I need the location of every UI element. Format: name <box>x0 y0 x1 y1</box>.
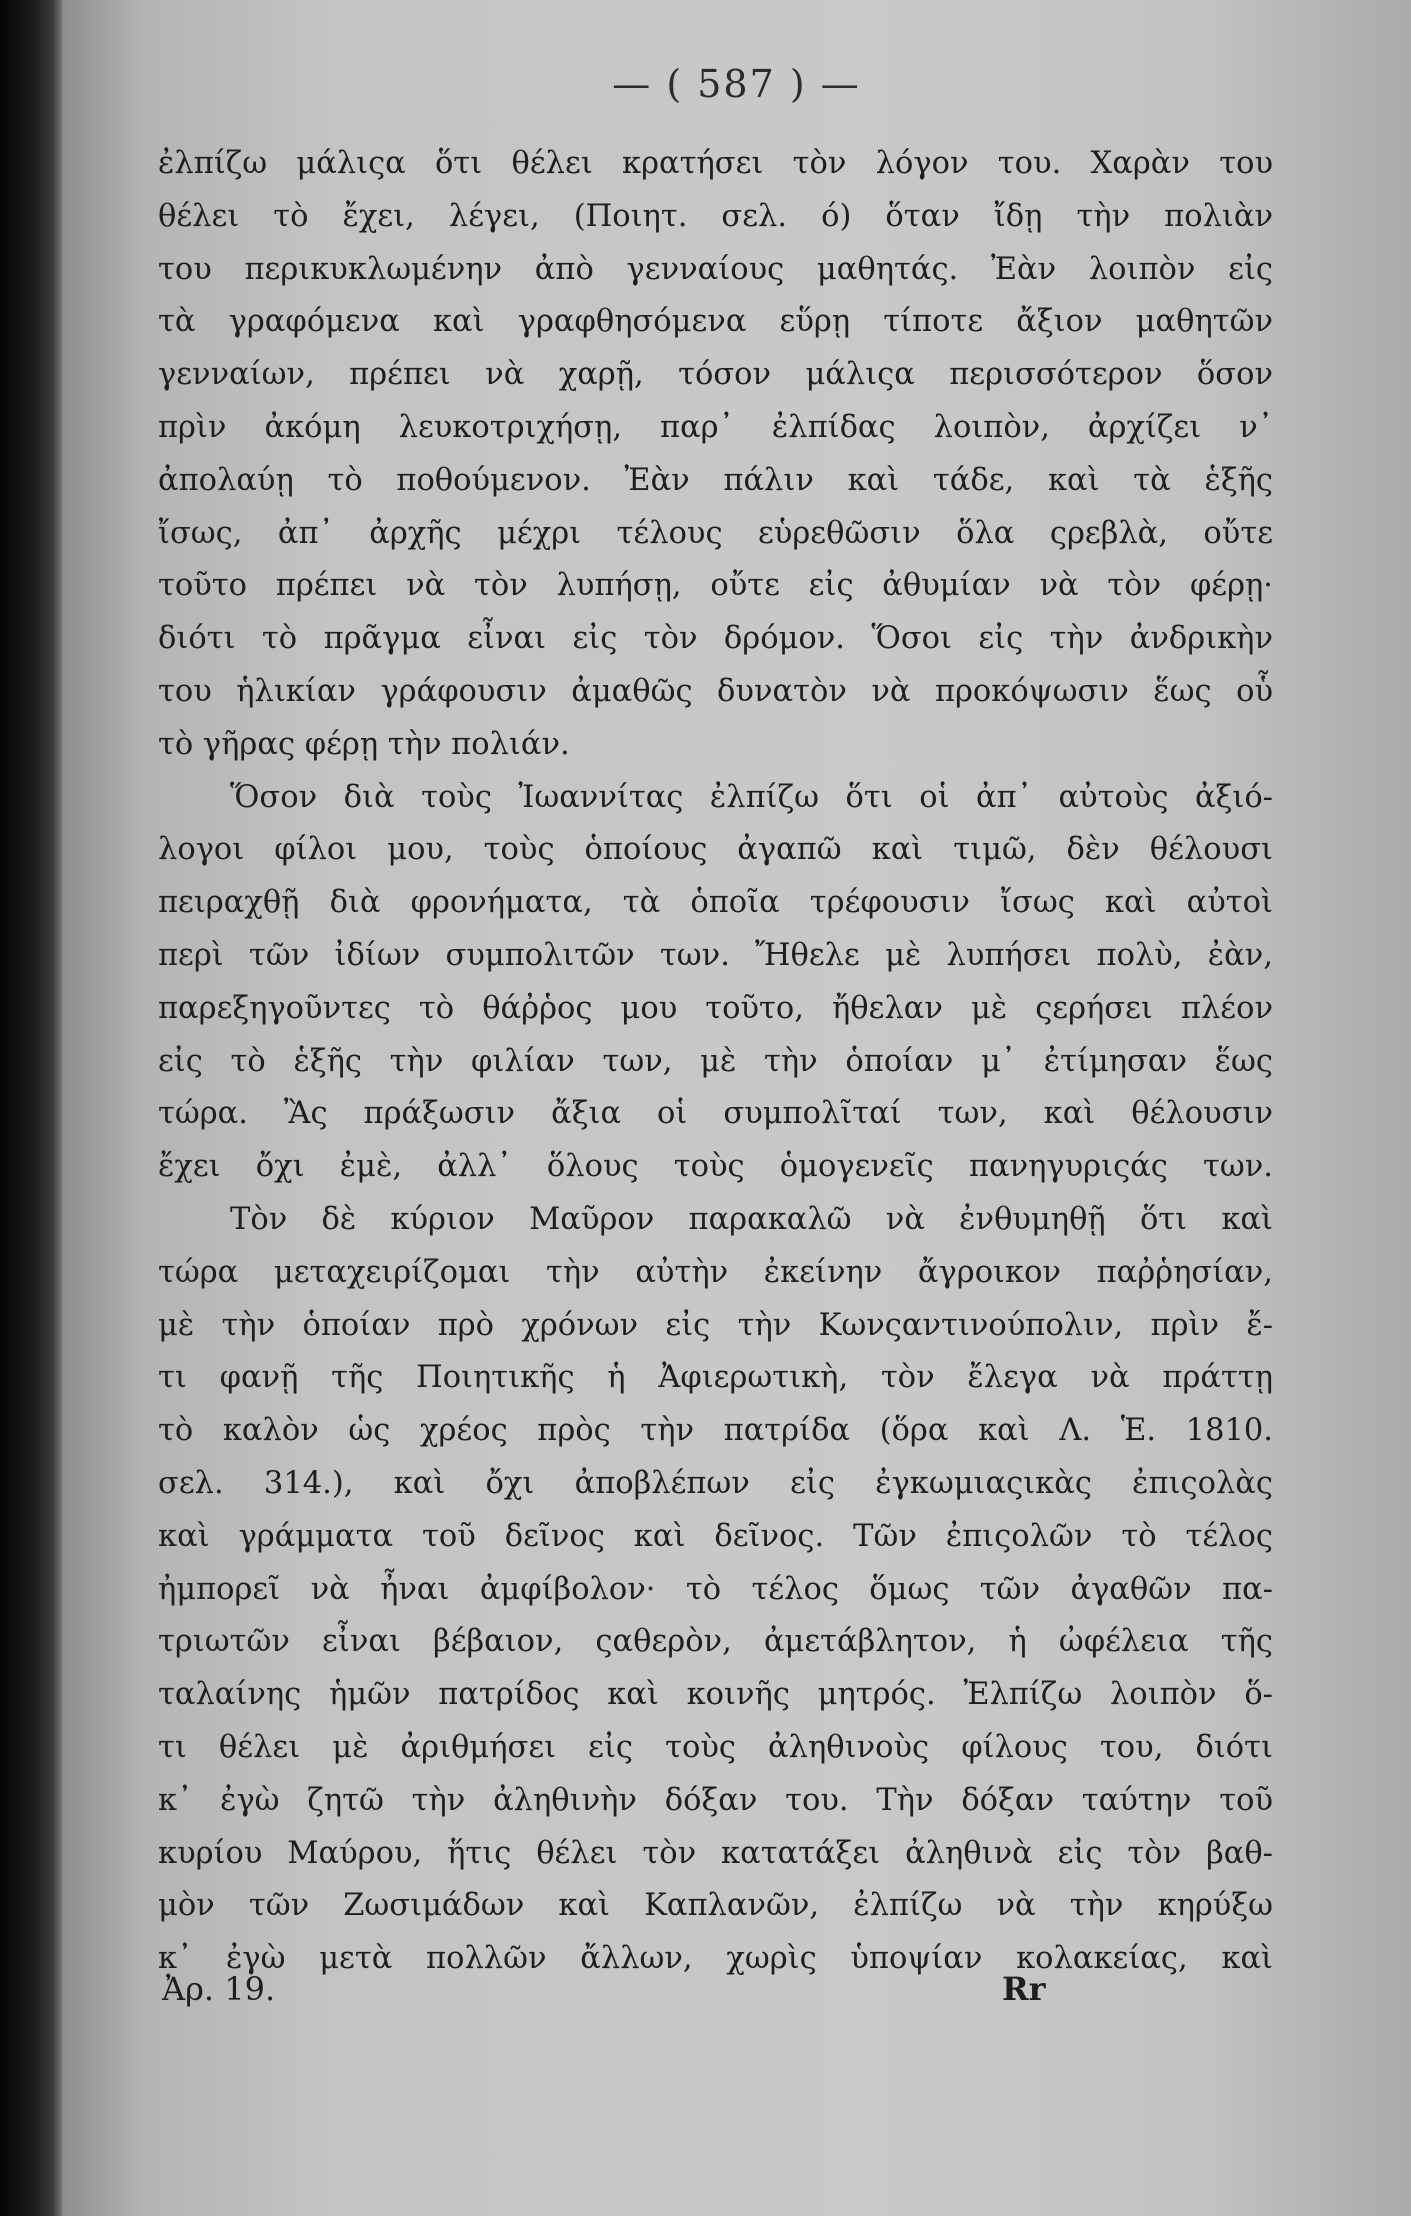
book-binding-shadow <box>0 0 62 2216</box>
text-line-1: ἐλπίζω μάλιςα ὅτι θέλει κρατήσει τὸν λόγον του. Χαρὰν του <box>158 146 1273 181</box>
text-line-2: θέλει τὸ ἔχει, λέγει, (Ποιητ. σελ. ό) ὅταν ἴδῃ τὴν πολιὰν <box>158 198 1273 234</box>
text-line-15: πειραχθῇ διὰ φρονήματα, τὰ ὁποῖα τρέφουσιν ἴσως καὶ αὐτοὶ <box>158 885 1273 921</box>
page-header <box>62 62 1411 106</box>
text-line-25: τὸ καλὸν ὡς χρέος πρὸς τὴν πατρίδα (ὅρα καὶ Λ. Ἑ. 1810. <box>158 1413 1273 1449</box>
text-line-7: ἀπολαύῃ τὸ ποθούμενον. Ἐὰν πάλιν καὶ τάδε, καὶ τὰ ἑξῆς <box>158 462 1273 498</box>
text-line-18: εἰς τὸ ἑξῆς τὴν φιλίαν των, μὲ τὴν ὁποίαν μ᾽ ἐτίμησαν ἕως <box>158 1043 1273 1079</box>
text-line-22: τώρα μεταχειρίζομαι τὴν αὐτὴν ἐκείνην ἄγροικον παῤῥησίαν, <box>158 1254 1273 1290</box>
text-line-16: περὶ τῶν ἰδίων συμπολιτῶν των. Ἤθελε μὲ λυπήσει πολὺ, ἐὰν, <box>158 937 1273 973</box>
text-line-13: Ὅσον διὰ τοὺς Ἰωαννίτας ἐλπίζω ὅτι οἱ ἀπ᾽ αὐτοὺς ἀξιό- <box>230 779 1273 815</box>
text-line-17: παρεξηγοῦντες τὸ θάῤῥος μου τοῦτο, ἤθελαν μὲ ςερήσει πλέον <box>158 990 1273 1026</box>
text-line-27: καὶ γράμματα τοῦ δεῖνος καὶ δεῖνος. Τῶν ἐπιςολῶν τὸ τέλος <box>158 1518 1273 1554</box>
text-line-5: γενναίων, πρέπει νὰ χαρῇ, τόσον μάλιςα περισσότερον ὅσον <box>158 357 1273 393</box>
text-line-29: τριωτῶν εἶναι βέβαιον, ςαθερὸν, ἀμετάβλητον, ἡ ὠφέλεια τῆς <box>158 1624 1273 1660</box>
text-line-14: λογοι φίλοι μου, τοὺς ὁποίους ἀγαπῶ καὶ τιμῶ, δὲν θέλουσι <box>158 832 1273 868</box>
text-line-30: ταλαίνης ἡμῶν πατρίδος καὶ κοινῆς μητρός. Ἐλπίζω λοιπὸν ὅ- <box>158 1677 1273 1713</box>
gathering-signature: Rr <box>1002 1970 1046 2008</box>
body-text <box>158 138 1273 1986</box>
text-line-32: κ᾽ ἐγὼ ζητῶ τὴν ἀληθινὴν δόξαν του. Τὴν δόξαν ταύτην τοῦ <box>158 1782 1273 1818</box>
text-line-4: τὰ γραφόμενα καὶ γραφθησόμενα εὕρῃ τίποτε ἄξιον μαθητῶν <box>158 304 1273 340</box>
text-line-12: τὸ γῆρας φέρῃ τὴν πολιάν. <box>158 726 570 762</box>
signature-mark: Ἀρ. 19. <box>162 1970 276 2008</box>
text-line-26: σελ. 314.), καὶ ὄχι ἀποβλέπων εἰς ἐγκωμιαςικὰς ἐπιςολὰς <box>158 1465 1273 1501</box>
page-number: — ( 587 ) — <box>612 62 861 106</box>
text-line-19: τώρα. Ἂς πράξωσιν ἄξια οἱ συμπολῖταί των, καὶ θέλουσιν <box>158 1096 1273 1132</box>
text-line-10: διότι τὸ πρᾶγμα εἶναι εἰς τὸν δρόμον. Ὅσοι εἰς τὴν ἀνδρικὴν <box>158 621 1273 657</box>
text-line-33: κυρίου Μαύρου, ἥτις θέλει τὸν κατατάξει ἀληθινὰ εἰς τὸν βαθ- <box>158 1835 1273 1871</box>
text-line-9: τοῦτο πρέπει νὰ τὸν λυπήσῃ, οὔτε εἰς ἀθυμίαν νὰ τὸν φέρῃ· <box>158 568 1273 604</box>
text-line-21: Τὸν δὲ κύριον Μαῦρον παρακαλῶ νὰ ἐνθυμηθῇ ὅτι καὶ <box>230 1201 1273 1237</box>
text-line-8: ἴσως, ἀπ᾽ ἀρχῆς μέχρι τέλους εὑρεθῶσιν ὅλα ςρεβλὰ, οὔτε <box>158 515 1273 551</box>
book-page <box>62 0 1411 2216</box>
text-line-20: ἔχει ὄχι ἐμὲ, ἀλλ᾽ ὅλους τοὺς ὁμογενεῖς πανηγυριςάς των. <box>158 1149 1273 1185</box>
text-line-6: πρὶν ἀκόμη λευκοτριχήσῃ, παρ᾽ ἐλπίδας λοιπὸν, ἀρχίζει ν᾽ <box>158 409 1273 445</box>
text-line-23: μὲ τὴν ὁποίαν πρὸ χρόνων εἰς τὴν Κωνςαντινούπολιν, πρὶν ἔ- <box>158 1307 1273 1343</box>
text-line-11: του ἡλικίαν γράφουσιν ἀμαθῶς δυνατὸν νὰ προκόψωσιν ἕως οὗ <box>158 673 1273 709</box>
text-line-35: κ᾽ ἐγὼ μετὰ πολλῶν ἄλλων, χωρὶς ὑποψίαν κολακείας, καὶ <box>158 1941 1273 1977</box>
text-line-24: τι φανῇ τῆς Ποιητικῆς ἡ Ἀφιερωτικὴ, τὸν ἔλεγα νὰ πράττῃ <box>158 1360 1273 1396</box>
text-line-34: μὸν τῶν Ζωσιμάδων καὶ Καπλανῶν, ἐλπίζω νὰ τὴν κηρύξω <box>158 1888 1273 1924</box>
text-line-28: ἠμπορεῖ νὰ ἦναι ἀμφίβολον· τὸ τέλος ὅμως τῶν ἀγαθῶν πα- <box>158 1571 1273 1607</box>
text-line-31: τι θέλει μὲ ἀριθμήσει εἰς τοὺς ἀληθινοὺς φίλους του, διότι <box>158 1729 1273 1765</box>
text-line-3: του περικυκλωμένην ἀπὸ γενναίους μαθητάς. Ἐὰν λοιπὸν εἰς <box>158 251 1273 287</box>
